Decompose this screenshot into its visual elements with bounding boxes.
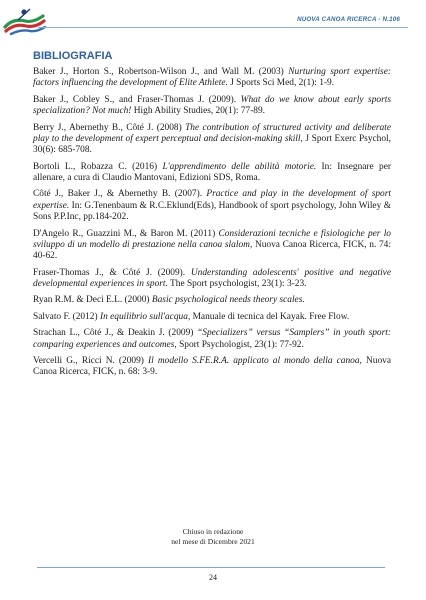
ref-source: Nuova Canoa Ricerca, FICK, n. 68: 3-9. [33,356,392,378]
reference-item [33,356,391,379]
ref-title: In equilibrio sull'acqua, [99,311,191,322]
ref-source: The Sport psychologist, 23(1): 3-23. [167,278,307,289]
journal-title: NUOVA CANOA RICERCA - N.106 [297,16,400,23]
canoe-logo-icon [3,6,47,36]
ref-authors: Fraser-Thomas J., & Côté J. (2009). [33,267,191,278]
ref-source: In: Insegnare per allenare, a cura di Claudio Mantovani, Edizioni SDS, Roma. [33,161,392,183]
ref-authors: Ryan R.M. & Deci E.L. (2000) [33,295,152,306]
header-divider [38,27,408,28]
ref-source: J Sports Sci Med, 2(1): 1-9. [227,78,335,89]
ref-title: Considerazioni tecniche e fisiologiche per lo sviluppo di un modello di prestazione nella canoa slalom, [33,228,391,250]
reference-item [33,162,391,185]
ref-title: L'apprendimento delle abilità motorie. [162,161,317,172]
ref-source: High Ability Studies, 20(1): 77-89. [131,106,266,117]
ref-title: Nurturing sport expertise: factors influencing the development of Elite Athlete. [33,67,391,89]
ref-title: Understanding adolescents' positive and negative developmental experiences in sport. [33,267,391,289]
ref-source: Manuale di tecnica del Kayak. Free Flow. [190,311,350,322]
reference-item [33,189,391,223]
page-header [0,0,426,40]
ref-source: In: G.Tenenbaum & R.C.Eklund(Eds), Handbook of sport psychology, John Wiley & Sons P.P.Inc, pp.184-202. [33,200,391,223]
reference-item [33,67,391,90]
reference-item [33,95,391,118]
ref-title: What do we know about early sports specialization? Not much! [33,94,391,117]
reference-item [33,328,391,351]
section-title: BIBLIOGRAFIA [33,50,113,62]
bibliography-section [33,50,391,384]
reference-item [33,295,391,306]
ref-title: The contribution of structured activity and deliberate play to the development of expert perceptual and decision-making skill, [33,122,391,144]
ref-title: Practice and play in the development of sport expertise. [33,189,391,211]
reference-item [33,229,391,263]
ref-source: Sport Psychologist, 23(1): 77-92. [176,339,304,350]
ref-authors: Bortoli L., Robazza C. (2016) [33,161,163,172]
closing-note-line1: Chiuso in redazione [182,527,244,536]
ref-authors: Strachan L., Côté J., & Deakin J. (2009) [33,328,198,339]
page-number: 24 [209,573,217,582]
ref-title: Basic psychological needs theory scales. [151,295,305,306]
footer-divider [37,567,385,568]
ref-authors: Baker J., Horton S., Robertson-Wilson J., and Wall M. (2003) [33,67,289,77]
ref-title: Il modello S.FE.R.A. applicato al mondo della canoa, [148,356,362,367]
reference-item [33,268,391,291]
ref-authors: Côté J., Baker J., & Abernethy B. (2007). [33,189,207,200]
closing-note-line2: nel mese di Dicembre 2021 [171,537,255,546]
ref-title: “Specializers” versus “Samplers” in youth sport: comparing experiences and outcomes, [33,328,391,350]
ref-source: Nuova Canoa Ricerca, FICK, n. 74: 40-62. [33,239,391,262]
ref-authors: Baker J., Cobley S., and Fraser-Thomas J. (2009). [33,94,241,105]
ref-authors: Berry J., Abernethy B., Côté J. (2008) [33,122,186,133]
reference-item [33,312,391,323]
ref-authors: D'Angelo R., Guazzini M., & Baron M. (2011) [33,228,219,239]
ref-authors: Salvato F. (2012) [33,311,100,322]
ref-authors: Vercelli G., Ricci N. (2009) [33,356,149,367]
ref-source: J Sport Exerc Psychol, 30(6): 685-708. [33,133,391,156]
reference-item [33,123,391,157]
